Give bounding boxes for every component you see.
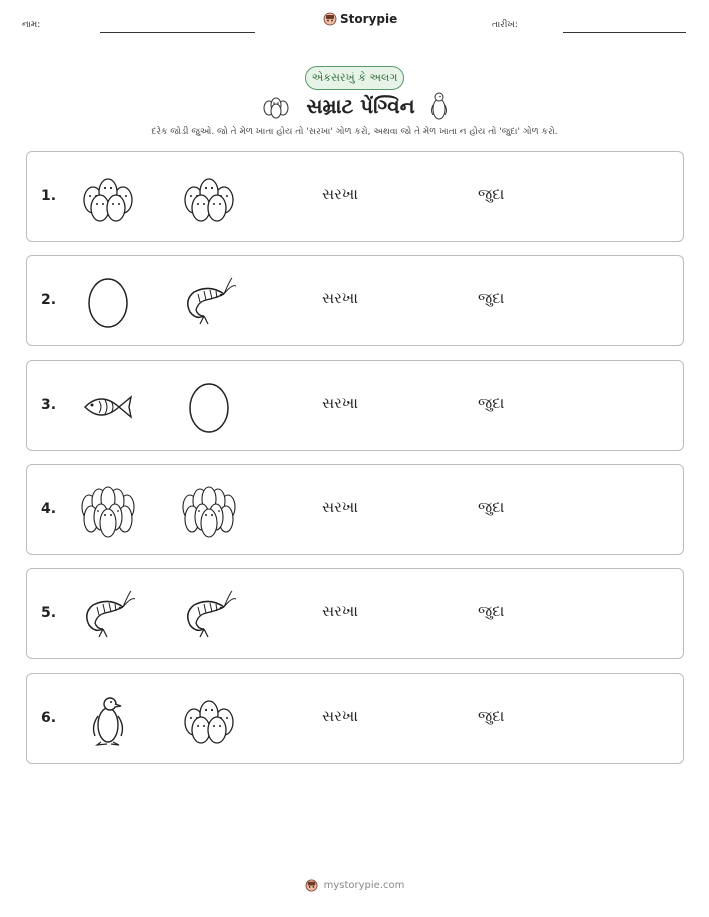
instructions: દરેક જોડી જુઓ. જો તે મેળ ખાતા હોય તો 'સરખા' ગોળ કરો, અથવા જો તે મેળ ખાતા ન હોય તો 'જુદા' ગોળ કરો. [151,127,558,137]
question-row [26,673,684,764]
question-number: 4. [41,500,57,517]
penguin-group-icon [180,692,238,748]
choice-same[interactable]: સરખા [322,602,358,621]
footer [0,879,709,892]
date-label: તારીખ: [492,20,518,30]
choice-different[interactable]: જુદા [478,289,505,308]
penguin-group-icon [79,170,137,226]
storypie-mascot-icon [323,12,337,26]
page-title: સમ્રાટ પેંગ્વિન [306,94,415,118]
choice-different[interactable]: જુદા [478,497,505,516]
name-line[interactable] [100,32,255,33]
penguin-crowd-icon [180,483,238,539]
choice-same[interactable]: સરખા [322,706,358,725]
storypie-mascot-icon [305,879,318,892]
choice-same[interactable]: સરખા [322,393,358,412]
question-row [26,360,684,451]
question-number: 3. [41,396,57,413]
choice-same[interactable]: સરખા [322,497,358,516]
date-line[interactable] [563,32,686,33]
name-label: નામ: [22,20,41,30]
question-number: 1. [41,188,57,204]
brand-name: Storypie [340,12,398,26]
shrimp-icon [180,274,238,330]
worksheet-tag: એકસરખું કે અલગ [305,66,404,90]
question-row [26,151,684,242]
penguin-icon [79,692,137,748]
choice-different[interactable]: જુદા [478,706,505,725]
question-row [26,568,684,659]
footer-site[interactable]: mystorypie.com [323,880,405,891]
question-number: 6. [41,709,57,726]
question-number: 2. [41,292,57,309]
penguin-group-icon [260,93,292,119]
question-number: 5. [41,605,57,622]
shrimp-icon [180,587,238,643]
penguin-crowd-icon [79,483,137,539]
choice-same[interactable]: સરખા [322,289,358,308]
penguin-icon [429,91,449,121]
egg-icon [180,379,238,435]
penguin-group-icon [180,170,238,226]
title-row [0,91,709,121]
question-row [26,464,684,555]
choice-different[interactable]: જુદા [478,185,505,203]
egg-icon [79,274,137,330]
choice-different[interactable]: જુદા [478,393,505,412]
brand-logo [323,12,397,26]
fish-icon [79,379,137,435]
question-row [26,255,684,346]
choice-different[interactable]: જુદા [478,602,505,621]
choice-same[interactable]: સરખા [322,185,358,203]
shrimp-icon [79,587,137,643]
